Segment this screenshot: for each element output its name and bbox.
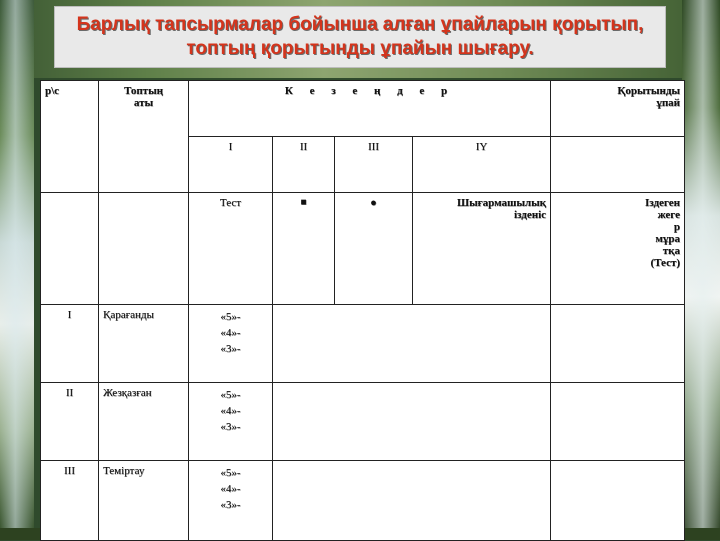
- score-4: «4»-: [220, 327, 241, 339]
- score-3: «3»-: [220, 421, 241, 433]
- slide-title: [54, 6, 666, 68]
- score-5: «5»-: [220, 311, 241, 323]
- title-line-1: Барлық тапсырмалар бойынша алған ұпайларын қорытып,: [76, 14, 644, 35]
- header-stages: К е з е ң д е р: [189, 81, 551, 137]
- row-final-cell[interactable]: [551, 461, 685, 541]
- row-scores: [189, 383, 273, 461]
- waterfall-image-right: [682, 0, 720, 540]
- task-heritage-search: [551, 193, 685, 305]
- title-line-2: топтың қорытынды ұпайын шығару.: [186, 38, 534, 59]
- header-group-name-line1: Топтың: [123, 85, 163, 97]
- task-creative-line1: Шығармашылық: [457, 197, 547, 209]
- task-square-bullet: ■: [273, 193, 335, 305]
- stage-task-row: [41, 193, 685, 305]
- header-group-name: [99, 81, 189, 193]
- row-final-cell[interactable]: [551, 383, 685, 461]
- row-empty-cell[interactable]: [273, 383, 551, 461]
- stage-number-1: I: [189, 137, 273, 193]
- score-3: «3»-: [220, 499, 241, 511]
- waterfall-image-left: [0, 0, 34, 540]
- score-4: «4»-: [220, 405, 241, 417]
- row-scores: [189, 461, 273, 541]
- header-final-score: [551, 81, 685, 137]
- task-empty-num: [41, 193, 99, 305]
- row-num: III: [41, 461, 99, 541]
- score-3: «3»-: [220, 343, 241, 355]
- stage-number-3: III: [335, 137, 413, 193]
- header-num: [41, 81, 99, 193]
- row-num: I: [41, 305, 99, 383]
- table-row: [41, 305, 685, 383]
- row-empty-cell[interactable]: [273, 461, 551, 541]
- task-search-line4: мұра: [655, 233, 681, 245]
- stage-number-2: II: [273, 137, 335, 193]
- task-dot-bullet: ●: [335, 193, 413, 305]
- row-group-name: Қарағанды: [99, 305, 189, 383]
- task-creative-search: [413, 193, 551, 305]
- task-search-line3: р: [673, 221, 681, 233]
- score-4: «4»-: [220, 483, 241, 495]
- task-test: Тест: [189, 193, 273, 305]
- score-5: «5»-: [220, 389, 241, 401]
- stage-number-4: IY: [413, 137, 551, 193]
- row-num: II: [41, 383, 99, 461]
- task-search-line5: тқа: [662, 245, 681, 257]
- scores-table-container: [40, 80, 684, 540]
- header-num-label: р\с: [45, 85, 60, 97]
- header-row: [41, 81, 685, 137]
- table-row: [41, 383, 685, 461]
- table-row: [41, 461, 685, 541]
- task-creative-line2: ізденіс: [514, 209, 547, 221]
- row-empty-cell[interactable]: [273, 305, 551, 383]
- score-5: «5»-: [220, 467, 241, 479]
- stage-number-empty: [551, 137, 685, 193]
- scores-table: [40, 80, 685, 541]
- row-final-cell[interactable]: [551, 305, 685, 383]
- row-scores: [189, 305, 273, 383]
- task-search-line2: жеге: [657, 209, 681, 221]
- task-search-line6: (Тест): [650, 257, 681, 269]
- header-group-name-line2: аты: [133, 97, 154, 109]
- task-search-line1: Іздеген: [644, 197, 681, 209]
- row-group-name: Жезқазған: [99, 383, 189, 461]
- header-final-line2: ұпай: [656, 97, 681, 109]
- task-empty-name: [99, 193, 189, 305]
- header-final-line1: Қорытынды: [617, 85, 681, 97]
- row-group-name: Теміртау: [99, 461, 189, 541]
